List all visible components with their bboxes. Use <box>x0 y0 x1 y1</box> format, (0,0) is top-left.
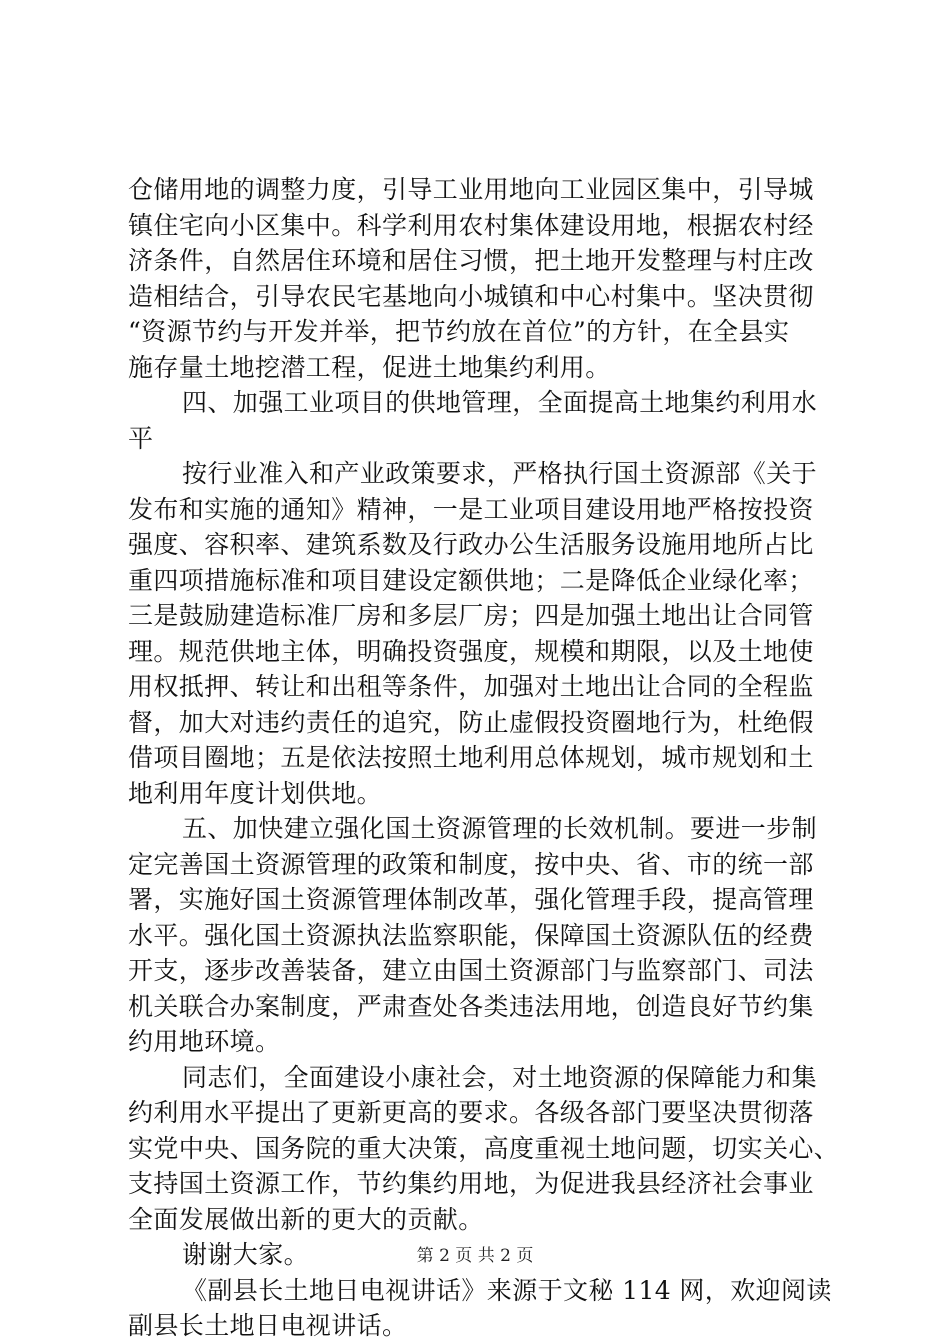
section-heading-line: 平 <box>128 423 154 453</box>
text-line: 全面发展做出新的更大的贡献。 <box>128 1204 484 1234</box>
text-line: 同志们，全面建设小康社会，对土地资源的保障能力和集 <box>182 1062 818 1092</box>
page-footer <box>0 1244 950 1268</box>
closing-line: 谢谢大家。 <box>182 1240 310 1269</box>
text-line: 发布和实施的通知》精神，一是工业项目建设用地严格按投资 <box>128 494 814 524</box>
text-line: 强度、容积率、建筑系数及行政办公生活服务设施用地所占比 <box>128 530 814 559</box>
text-line: 按行业准入和产业政策要求，严格执行国土资源部《关于 <box>182 459 818 488</box>
text-line: 约用地环境。 <box>128 1027 281 1056</box>
source-note-line: 《副县长土地日电视讲话》来源于文秘 114 网，欢迎阅读 <box>182 1275 832 1305</box>
text-line: 济条件，自然居住环境和居住习惯，把土地开发整理与村庄改 <box>128 246 814 275</box>
text-line: 理。规范供地主体，明确投资强度，规模和期限，以及土地使 <box>128 636 814 666</box>
text-line: 施存量土地挖潜工程，促进土地集约利用。 <box>128 352 611 382</box>
text-line: 开支，逐步改善装备，建立由国土资源部门与监察部门、司法 <box>128 956 814 985</box>
text-line: 重四项措施标准和项目建设定额供地；二是降低企业绿化率； <box>128 565 814 595</box>
text-line: 镇住宅向小区集中。科学利用农村集体建设用地，根据农村经 <box>128 210 814 240</box>
section-heading-line: 四、加强工业项目的供地管理，全面提高土地集约利用水 <box>182 388 818 417</box>
text-line: 仓储用地的调整力度，引导工业用地向工业园区集中，引导城 <box>128 175 814 204</box>
text-line: 地利用年度计划供地。 <box>128 778 383 808</box>
text-line: 督，加大对违约责任的追究，防止虚假投资圈地行为，杜绝假 <box>128 707 814 737</box>
text-line: 机关联合办案制度，严肃查处各类违法用地，创造良好节约集 <box>128 991 814 1021</box>
text-line: 实党中央、国务院的重大决策，高度重视土地问题，切实关心、 <box>128 1133 840 1163</box>
section-heading-line: 五、加快建立强化国土资源管理的长效机制。要进一步制 <box>182 814 818 843</box>
text-line: 三是鼓励建造标准厂房和多层厂房；四是加强土地出让合同管 <box>128 601 814 630</box>
text-line: 约利用水平提出了更新更高的要求。各级各部门要坚决贯彻落 <box>128 1098 814 1127</box>
text-line: 借项目圈地；五是依法按照土地利用总体规划，城市规划和土 <box>128 743 814 772</box>
source-note-line: 副县长土地日电视讲话。 <box>128 1311 408 1340</box>
text-line: 署，实施好国土资源管理体制改革，强化管理手段，提高管理 <box>128 885 814 914</box>
document-body <box>128 172 840 1344</box>
page-number-label: 第 2 页 共 2 页 <box>416 1246 534 1266</box>
text-line: “资源节约与开发并举，把节约放在首位”的方针，在全县实 <box>128 317 790 346</box>
text-line: 支持国土资源工作，节约集约用地，为促进我县经济社会事业 <box>128 1169 814 1198</box>
text-line: 水平。强化国土资源执法监察职能，保障国土资源队伍的经费 <box>128 920 814 950</box>
text-line: 定完善国土资源管理的政策和制度，按中央、省、市的统一部 <box>128 849 814 879</box>
text-line: 用权抵押、转让和出租等条件，加强对土地出让合同的全程监 <box>128 672 814 701</box>
text-line: 造相结合，引导农民宅基地向小城镇和中心村集中。坚决贯彻 <box>128 281 814 311</box>
